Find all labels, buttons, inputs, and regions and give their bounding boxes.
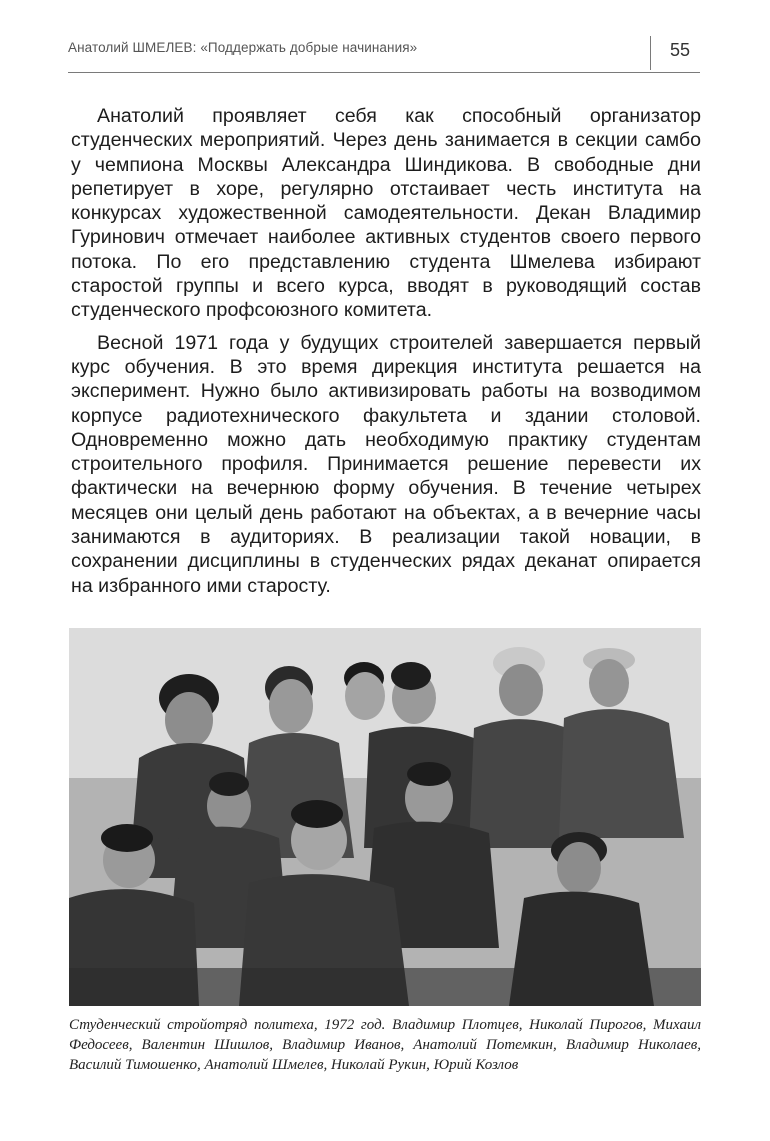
page-header xyxy=(68,36,700,73)
body-text xyxy=(71,104,701,606)
group-photo xyxy=(69,628,701,1006)
paragraph: Анатолий проявляет себя как способный организатор студенческих мероприятий. Через день занимается в секции самбо у чемпиона Москвы Александра Шиндикова. В свободные дни репетирует в хоре, регулярно отстаивает честь института на конкурсах художественной самодеятельности. Декан Владимир Гуринович отмечает наиболее активных студентов своего первого потока. По его представлению студента Шмелева избирают старостой группы и всего курса, вводят в руководящий состав студенческого профсоюзного комитета. xyxy=(71,105,701,322)
page-number: 55 xyxy=(669,40,690,60)
running-title: Анатолий ШМЕЛЕВ: «Поддержать добрые начинания» xyxy=(68,40,418,55)
paragraph: Весной 1971 года у будущих строителей завершается первый курс обучения. В это время дирекция института решается на эксперимент. Нужно было активизировать работы на возводимом корпусе радиотехнического факультета и здании столовой. Одновременно можно дать необходимую практику студентам строительного профиля. Принимается решение перевести их фактически на вечернюю форму обучения. В течение четырех месяцев они целый день работают на объектах, а в вечерние часы занимаются в аудиториях. В реализации такой новации, в сохранении дисциплины в студенческих рядах деканат опирается на избранного ими старосту. xyxy=(71,331,701,597)
group-photo-illustration xyxy=(69,628,701,1006)
header-divider xyxy=(650,36,651,70)
photo-caption: Студенческий стройотряд политеха, 1972 год. Владимир Плотцев, Николай Пирогов, Михаил Федосеев, Валентин Шишлов, Владимир Иванов, Анатолий Потемкин, Владимир Николаев, Василий Тимошенко, Анатолий Шмелев, Николай Рукин, Юрий Козлов xyxy=(69,1017,701,1073)
